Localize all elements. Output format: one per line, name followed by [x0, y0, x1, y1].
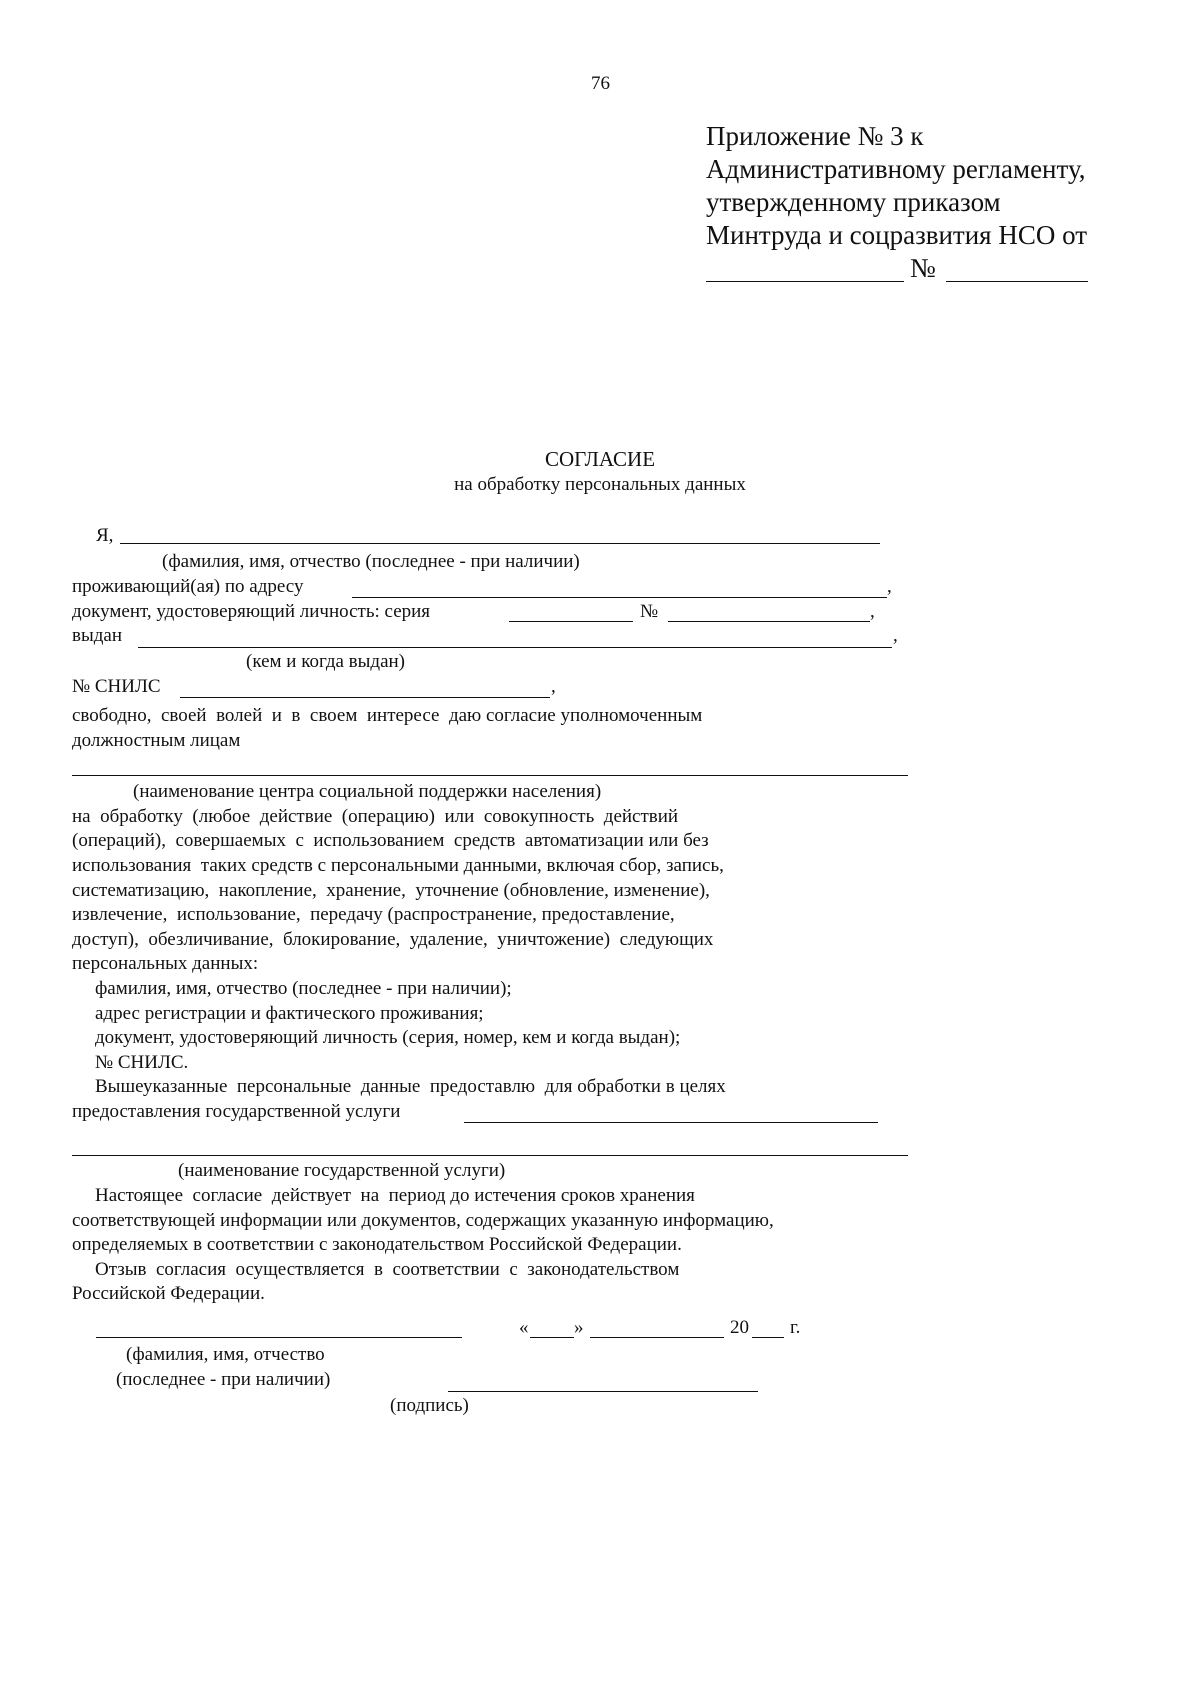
service-blank-long	[72, 1155, 908, 1156]
annex-number-blank	[946, 281, 1088, 282]
date-year-blank	[752, 1337, 784, 1338]
date-quote-close: »	[574, 1317, 584, 1338]
ya-label: Я,	[96, 525, 114, 546]
issued-comma: ,	[893, 625, 898, 646]
signature-blank	[448, 1391, 758, 1392]
service-hint: (наименование государственной услуги)	[178, 1160, 506, 1181]
processing-line: использования таких средств с персональными данными, включая сбор, запись,	[72, 855, 724, 876]
service-blank-short	[464, 1122, 878, 1123]
address-label: проживающий(ая) по адресу	[72, 576, 304, 597]
processing-line: (операций), совершаемых с использованием средств автоматизации или без	[72, 830, 709, 851]
issued-blank	[138, 647, 892, 648]
date-month-blank	[590, 1337, 724, 1338]
date-quote-open: «	[519, 1317, 529, 1338]
processing-line: на обработку (любое действие (операцию) или совокупность действий	[72, 806, 679, 827]
validity-line: определяемых в соответствии с законодательством Российской Федерации.	[72, 1234, 682, 1255]
annex-number-sign: №	[910, 253, 936, 283]
annex-line-4: Минтруда и соцразвития НСО от	[706, 220, 1088, 250]
fio-hint: (фамилия, имя, отчество (последнее - при наличии)	[162, 551, 580, 572]
snils-label: № СНИЛС	[72, 676, 161, 697]
doc-series-blank	[509, 621, 633, 622]
annex-line-2: Административному регламенту,	[706, 154, 1086, 184]
document-subtitle: на обработку персональных данных	[454, 474, 746, 495]
purpose-line-1: Вышеуказанные персональные данные предоставлю для обработки в целях	[95, 1076, 726, 1097]
issued-hint: (кем и когда выдан)	[246, 651, 406, 672]
data-item: № СНИЛС.	[95, 1052, 189, 1073]
doc-comma: ,	[870, 601, 875, 622]
signer-name-blank	[96, 1337, 462, 1338]
consent-line-1: свободно, своей волей и в своем интересе даю согласие уполномоченным	[72, 705, 703, 726]
annex-date-blank	[706, 281, 904, 282]
revoke-line: Отзыв согласия осуществляется в соответствии с законодательством	[95, 1259, 680, 1280]
center-hint: (наименование центра социальной поддержки населения)	[133, 781, 602, 802]
address-comma: ,	[887, 576, 892, 597]
purpose-line-2: предоставления государственной услуги	[72, 1101, 401, 1122]
processing-line: доступ), обезличивание, блокирование, удаление, уничтожение) следующих	[72, 929, 714, 950]
consent-line-2: должностным лицам	[72, 730, 241, 751]
signer-fio-hint-2: (последнее - при наличии)	[116, 1369, 331, 1390]
page-number: 76	[591, 73, 610, 94]
data-item: фамилия, имя, отчество (последнее - при наличии);	[95, 978, 512, 999]
address-blank	[352, 597, 887, 598]
center-blank	[72, 775, 908, 776]
date-year-suffix: г.	[790, 1317, 801, 1338]
signer-fio-hint-1: (фамилия, имя, отчество	[126, 1344, 325, 1365]
doc-label: документ, удостоверяющий личность: серия	[72, 601, 431, 622]
document-title: СОГЛАСИЕ	[544, 447, 656, 471]
validity-line: соответствующей информации или документов, содержащих указанную информацию,	[72, 1210, 774, 1231]
snils-blank	[180, 697, 550, 698]
date-year-prefix: 20	[730, 1317, 749, 1338]
issued-label: выдан	[72, 625, 123, 646]
annex-line-1: Приложение № 3 к	[706, 121, 924, 151]
data-item: адрес регистрации и фактического проживания;	[95, 1003, 484, 1024]
date-day-blank	[530, 1337, 574, 1338]
fio-blank	[120, 543, 880, 544]
processing-line: систематизацию, накопление, хранение, уточнение (обновление, изменение),	[72, 880, 710, 901]
doc-number-blank	[668, 621, 870, 622]
snils-comma: ,	[551, 676, 556, 697]
signature-hint: (подпись)	[390, 1395, 469, 1416]
doc-number-sign: №	[640, 601, 659, 622]
data-item: документ, удостоверяющий личность (серия, номер, кем и когда выдан);	[95, 1027, 681, 1048]
revoke-line: Российской Федерации.	[72, 1283, 265, 1304]
validity-line: Настоящее согласие действует на период до истечения сроков хранения	[95, 1185, 695, 1206]
annex-line-3: утвержденному приказом	[706, 187, 1001, 217]
processing-line: извлечение, использование, передачу (распространение, предоставление,	[72, 904, 675, 925]
processing-line: персональных данных:	[72, 953, 259, 974]
